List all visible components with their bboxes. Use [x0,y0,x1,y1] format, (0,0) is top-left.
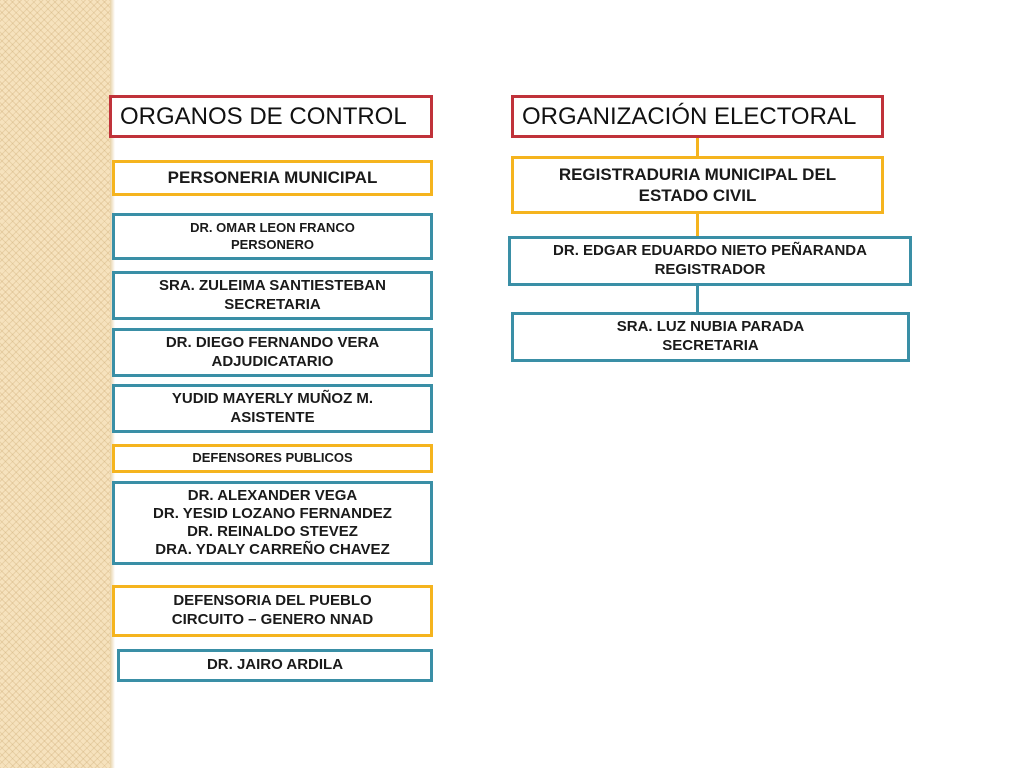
defensores-list-box [112,481,433,565]
zuleima-name: SRA. ZULEIMA SANTIESTEBAN [159,276,386,294]
registraduria-box [511,156,884,214]
edgar-name: DR. EDGAR EDUARDO NIETO PEÑARANDA [553,242,867,260]
organos-de-control-header [109,95,433,138]
defensor-item: DR. ALEXANDER VEGA [187,487,358,504]
defensoria-subtitle: CIRCUITO – GENERO NNAD [171,611,374,628]
defensoria-title: DEFENSORIA DEL PUEBLO [173,592,372,610]
defensoria-del-pueblo-box [112,585,433,637]
omar-leon-franco-box [112,213,433,260]
organizacion-electoral-title: ORGANIZACIÓN ELECTORAL [522,102,857,130]
organizacion-electoral-header [511,95,884,138]
organos-de-control-title: ORGANOS DE CONTROL [120,102,407,130]
diego-name: DR. DIEGO FERNANDO VERA [165,333,380,351]
yudid-mayerly-box [112,384,433,433]
connector-header-registraduria [696,138,699,156]
edgar-nieto-box [508,236,912,286]
zuleima-santiesteban-box [112,271,433,320]
registraduria-line-2: ESTADO CIVIL [638,186,757,205]
zuleima-role: SECRETARIA [224,295,321,313]
omar-name: DR. OMAR LEON FRANCO [190,220,355,236]
luz-role: SECRETARIA [662,337,759,354]
connector-registrador-secretaria [696,286,699,312]
jairo-ardila-box [117,649,433,682]
diego-role: ADJUDICATARIO [211,352,334,370]
decorative-texture-strip [0,0,110,768]
personeria-municipal-box [112,160,433,196]
luz-name: SRA. LUZ NUBIA PARADA [616,318,805,336]
registraduria-line-1: REGISTRADURIA MUNICIPAL DEL [558,164,837,184]
defensores-publicos-box [112,444,433,473]
omar-role: PERSONERO [230,236,315,252]
defensor-item: DRA. YDALY CARREÑO CHAVEZ [155,541,390,558]
edgar-role: REGISTRADOR [654,261,766,278]
defensores-publicos-label: DEFENSORES PUBLICOS [192,450,353,466]
yudid-role: ASISTENTE [230,408,315,426]
diego-fernando-vera-box [112,328,433,377]
connector-registraduria-registrador [696,214,699,236]
yudid-name: YUDID MAYERLY MUÑOZ M. [171,389,374,407]
personeria-municipal-label: PERSONERIA MUNICIPAL [167,168,378,188]
defensor-item: DR. YESID LOZANO FERNANDEZ [153,505,392,522]
luz-nubia-box [511,312,910,362]
defensor-item: DR. REINALDO STEVEZ [187,523,358,540]
jairo-name: DR. JAIRO ARDILA [206,656,344,674]
